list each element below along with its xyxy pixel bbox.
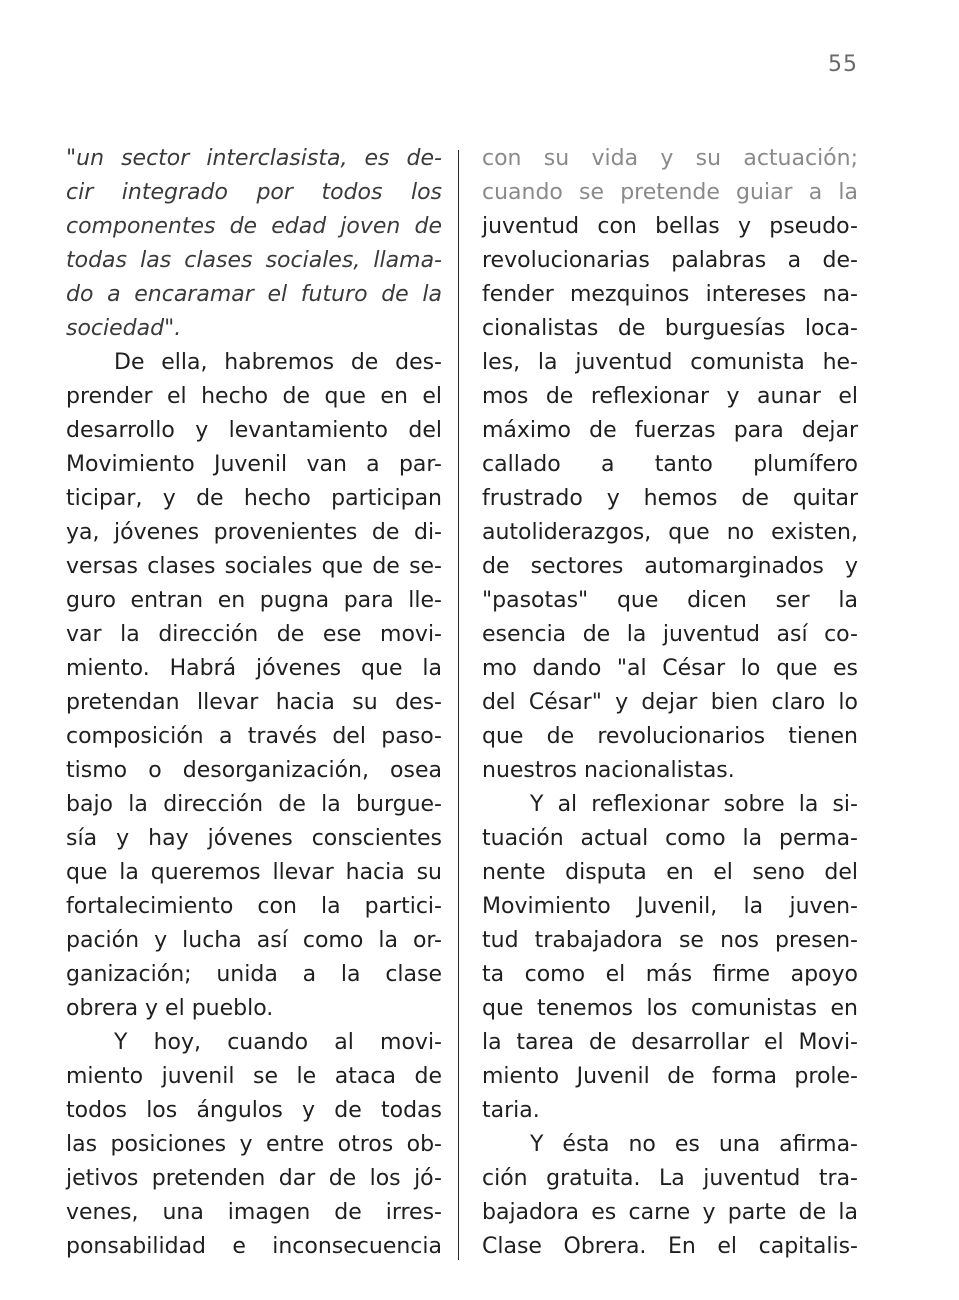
text-line: Clase Obrera. En el capitalis-	[482, 1234, 858, 1259]
text-line: ganización; unida a la clase	[66, 962, 442, 987]
text-line: Y al reflexionar sobre la si-	[530, 792, 858, 817]
text-line: autoliderazgos, que no existen,	[482, 520, 858, 545]
text-line: Movimiento Juvenil van a par-	[66, 452, 442, 477]
text-line: del César" y dejar bien claro lo	[482, 690, 858, 715]
text-line: miento. Habrá jóvenes que la	[66, 656, 442, 681]
text-line: que tenemos los comunistas en	[482, 996, 858, 1021]
text-line: sía y hay jóvenes conscientes	[66, 826, 442, 851]
text-line: de sectores automarginados y	[482, 554, 858, 579]
text-line: ción gratuita. La juventud tra-	[482, 1166, 858, 1191]
text-line: "pasotas" que dicen ser la	[482, 588, 858, 613]
text-line: prender el hecho de que en el	[66, 384, 442, 409]
text-line: mos de reflexionar y aunar el	[482, 384, 858, 409]
text-line: las posiciones y entre otros ob-	[66, 1132, 442, 1157]
text-line: guro entran en pugna para lle-	[66, 588, 442, 613]
right-text-column	[482, 142, 858, 1264]
text-line: cir integrado por todos los	[66, 180, 442, 205]
text-line: pretendan llevar hacia su des-	[66, 690, 442, 715]
text-line: pación y lucha así como la or-	[66, 928, 442, 953]
text-line: ya, jóvenes provenientes de di-	[66, 520, 442, 545]
text-line: frustrado y hemos de quitar	[482, 486, 858, 511]
text-line: taria.	[482, 1098, 540, 1123]
text-line: bajo la dirección de la burgue-	[66, 792, 442, 817]
text-line: que de revolucionarios tienen	[482, 724, 858, 749]
text-line: miento Juvenil de forma prole-	[482, 1064, 858, 1089]
text-line: fender mezquinos intereses na-	[482, 282, 858, 307]
text-line: jetivos pretenden dar de los jó-	[66, 1166, 442, 1191]
left-text-column	[66, 142, 442, 1264]
text-line: esencia de la juventud así co-	[482, 622, 858, 647]
text-line: todos los ángulos y de todas	[66, 1098, 442, 1123]
text-line: venes, una imagen de irres-	[66, 1200, 442, 1225]
text-line: ta como el más firme apoyo	[482, 962, 858, 987]
text-line: callado a tanto plumífero	[482, 452, 858, 477]
text-line: cuando se pretende guiar a la	[482, 180, 858, 205]
text-line: juventud con bellas y pseudo-	[482, 214, 858, 239]
text-line: var la dirección de ese movi-	[66, 622, 442, 647]
text-line: máximo de fuerzas para dejar	[482, 418, 858, 443]
text-line: obrera y el pueblo.	[66, 996, 274, 1021]
text-line: nente disputa en el seno del	[482, 860, 858, 885]
page-number: 55	[828, 52, 858, 77]
text-line: miento juvenil se le ataca de	[66, 1064, 442, 1089]
text-line: De ella, habremos de des-	[114, 350, 442, 375]
text-line: que la queremos llevar hacia su	[66, 860, 442, 885]
column-divider	[458, 150, 459, 1260]
text-line: composición a través del paso-	[66, 724, 442, 749]
text-line: componentes de edad joven de	[66, 214, 442, 239]
text-line: la tarea de desarrollar el Movi-	[482, 1030, 858, 1055]
text-line: Movimiento Juvenil, la juven-	[482, 894, 858, 919]
text-line: sociedad".	[66, 316, 182, 341]
text-line: do a encaramar el futuro de la	[66, 282, 442, 307]
text-line: tismo o desorganización, osea	[66, 758, 442, 783]
text-line: Y ésta no es una afirma-	[530, 1132, 858, 1157]
text-line: fortalecimiento con la partici-	[66, 894, 442, 919]
text-line: versas clases sociales que de se-	[66, 554, 442, 579]
text-line: ticipar, y de hecho participan	[66, 486, 442, 511]
text-line: tud trabajadora se nos presen-	[482, 928, 858, 953]
text-line: bajadora es carne y parte de la	[482, 1200, 858, 1225]
text-line: les, la juventud comunista he-	[482, 350, 858, 375]
text-line: tuación actual como la perma-	[482, 826, 858, 851]
text-line: "un sector interclasista, es de-	[66, 146, 442, 171]
text-line: con su vida y su actuación;	[482, 146, 858, 171]
text-line: cionalistas de burguesías loca-	[482, 316, 858, 341]
text-line: Y hoy, cuando al movi-	[114, 1030, 442, 1055]
text-line: revolucionarias palabras a de-	[482, 248, 858, 273]
text-line: nuestros nacionalistas.	[482, 758, 735, 783]
text-line: mo dando "al César lo que es	[482, 656, 858, 681]
text-line: todas las clases sociales, llama-	[66, 248, 442, 273]
text-line: ponsabilidad e inconsecuencia	[66, 1234, 442, 1259]
text-line: desarrollo y levantamiento del	[66, 418, 442, 443]
